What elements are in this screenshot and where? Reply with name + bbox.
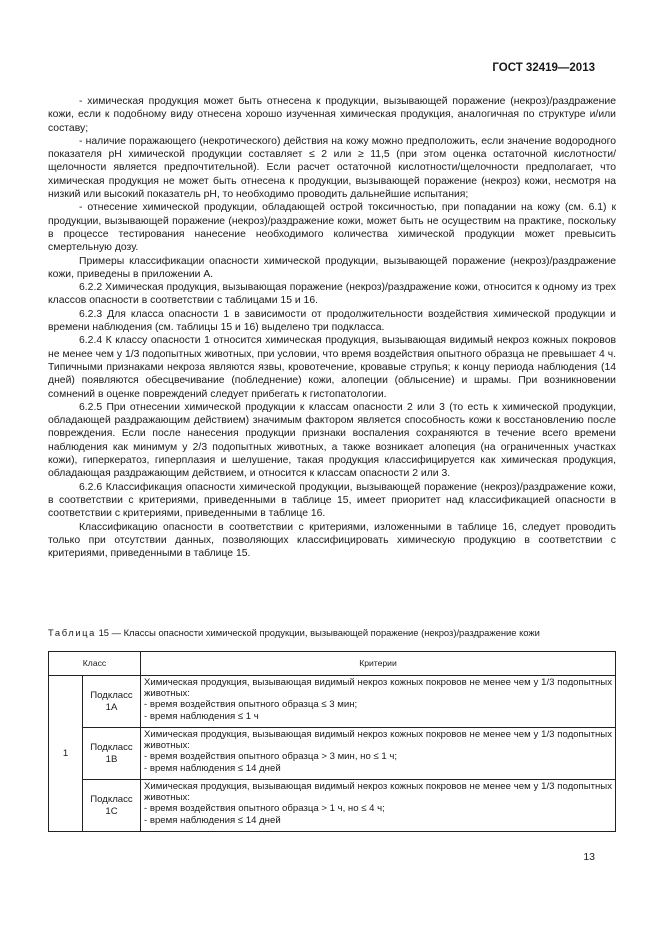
hazard-class-table [48, 651, 616, 832]
paragraph: Классификацию опасности в соответствии с критериями, изложенными в таблице 16, следует проводить только при отсутствии данных, позволяющих классифицировать химическую продукцию в соответствии с критериями, приведенными в таблице 15. [48, 521, 616, 560]
criteria-item: - время наблюдения ≤ 14 дней [144, 814, 281, 826]
criteria-cell [141, 728, 616, 780]
table-caption [48, 627, 628, 639]
body-text [48, 95, 616, 560]
paragraph: 6.2.4 К классу опасности 1 относится химическая продукция, вызывающая видимый некроз кожных покровов не менее чем у 1/3 подопытных животных, при условии, что время воздействия опытного образца не превышает 4 ч. Типичными признаками некроза являются язвы, кровотечение, кровавые струпья; к концу периода наблюдения (14 дней) появляются обесцвечивание (побледнение) кожи, алопеции (облысение) и шрамы. При возникновении сомнений в оценке повреждений следует прибегать к гистопатологии. [48, 335, 616, 400]
criteria-cell [141, 780, 616, 832]
criteria-item: - время воздействия опытного образца > 1 ч, но ≤ 4 ч; [144, 803, 385, 815]
criteria-item: - время воздействия опытного образца > 3 мин, но ≤ 1 ч; [144, 751, 398, 763]
table-row [49, 676, 616, 728]
header-class: Класс [49, 652, 141, 676]
table-row [49, 780, 616, 832]
paragraph: - наличие поражающего (некротического) действия на кожу можно предположить, если значение водородного показателя pH химической продукции составляет ≤ 2 или ≥ 11,5 (при этом оценка остаточной кислотности/щелочности является предпочтительной). Если расчет остаточной кислотности/щелочности предполагает, что химическая продукция не может быть отнесена к продукции, вызывающей поражение (некроз) кожи, несмотря на низкий или высокий показатель pH, то необходимо проводить дальнейшие испытания; [48, 135, 616, 201]
table-caption-label: Таблица [48, 627, 96, 638]
paragraph: Примеры классификации опасности химической продукции, вызывающей поражение (некроз)/раздражение кожи, приведены в приложении А. [48, 255, 616, 280]
criteria-cell [141, 676, 616, 728]
criteria-item: - время наблюдения ≤ 1 ч [144, 710, 259, 722]
subclass-cell: Подкласс 1С [83, 780, 141, 832]
class-cell: 1 [49, 676, 83, 832]
criteria-item: - время воздействия опытного образца ≤ 3 мин; [144, 699, 358, 711]
table-row [49, 728, 616, 780]
subclass-cell: Подкласс 1В [83, 728, 141, 780]
criteria-lead: Химическая продукция, вызывающая видимый некроз кожных покровов не менее чем у 1/3 подопытных животных: [144, 781, 612, 804]
paragraph: 6.2.3 Для класса опасности 1 в зависимости от продолжительности воздействия химической продукции и времени наблюдения (см. таблицы 15 и 16) выделено три подкласса. [48, 308, 616, 334]
paragraph: 6.2.5 При отнесении химической продукции к классам опасности 2 или 3 (то есть к химической продукции, обладающей раздражающим действием) значимым фактором является способность кожи к восстановлению после повреждения. Если после нанесения продукции признаки воспаления сохраняются в течение всего времени наблюдения как минимум у 2/3 подопытных животных, а также возникает алопеция (на ограниченных участках кожи), гиперкератоз, гиперплазия и шелушение, такая продукция классифицируется как химическая продукция, обладающая раздражающим действием, и относится к классам опасности 2 или 3. [48, 401, 616, 480]
paragraph: - химическая продукция может быть отнесена к продукции, вызывающей поражение (некроз)/раздражение кожи, если к подобному виду отнесена хорошо изученная химическая продукция, аналогичная по структуре и/или составу; [48, 96, 616, 134]
header-criteria: Критерии [141, 652, 616, 676]
criteria-item: - время наблюдения ≤ 14 дней [144, 762, 281, 774]
criteria-lead: Химическая продукция, вызывающая видимый некроз кожных покровов не менее чем у 1/3 подопытных животных: [144, 729, 612, 752]
paragraph: 6.2.6 Классификация опасности химической продукции, вызывающей поражение (некроз)/раздражение кожи, в соответствии с критериями, приведенными в таблице 15, имеет приоритет над классификацией опасности в соответствии с критериями, приведенными в таблице 16. [48, 481, 616, 520]
page-number: 13 [583, 851, 595, 863]
criteria-lead: Химическая продукция, вызывающая видимый некроз кожных покровов не менее чем у 1/3 подопытных животных: [144, 677, 612, 700]
document-header: ГОСТ 32419—2013 [492, 62, 595, 74]
paragraph: - отнесение химической продукции, обладающей острой токсичностью, при попадании на кожу (см. 6.1) к продукции, вызывающей поражение (некроз)/раздражение кожи, может быть не осуществим на практике, поскольку в процессе тестирования нанесение необходимого количества химической продукции может превысить смертельную дозу. [48, 202, 616, 254]
subclass-cell: Подкласс 1А [83, 676, 141, 728]
paragraph: 6.2.2 Химическая продукция, вызывающая поражение (некроз)/раздражение кожи, относится к одному из трех классов опасности в соответствии с таблицами 15 и 16. [48, 282, 616, 307]
table-caption-text: 15 — Классы опасности химической продукции, вызывающей поражение (некроз)/раздражение кожи [95, 627, 540, 638]
